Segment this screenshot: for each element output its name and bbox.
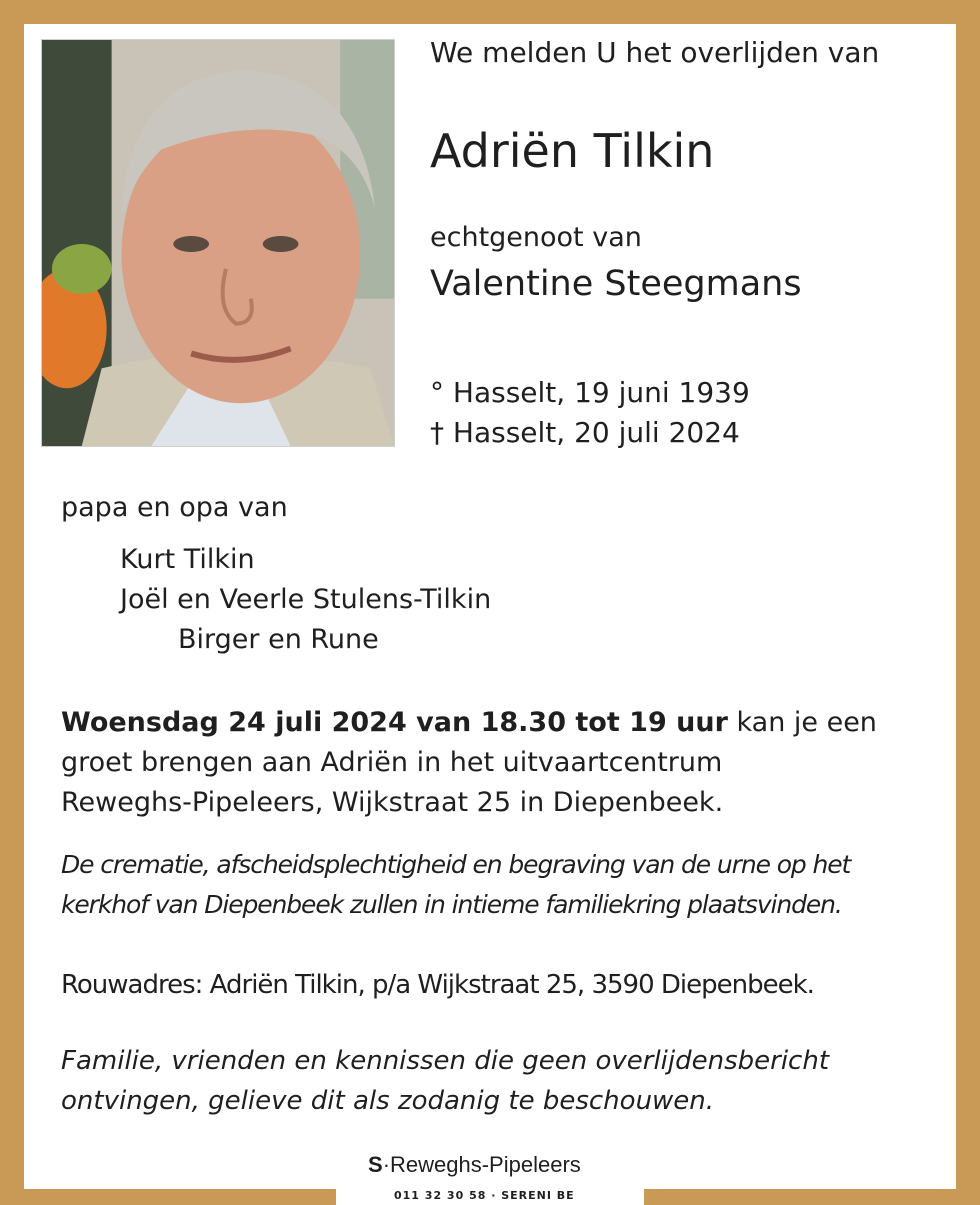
notice-text: ontvingen, gelieve dit als zodanig te beschouwen. [61,1086,715,1116]
death-line: † Hasselt, 20 juli 2024 [430,416,740,449]
brand-name: ·Reweghs-Pipeleers [382,1152,581,1177]
visitation-datetime: Woensdag 24 juli 2024 van 18.30 tot 19 uur [61,707,728,738]
funeral-home-brand [368,1152,581,1178]
birth-line: ° Hasselt, 19 juni 1939 [430,376,750,409]
spouse-label: echtgenoot van [430,222,642,253]
child-item: Kurt Tilkin [120,544,255,575]
deceased-name: Adriën Tilkin [430,124,715,178]
portrait-photo [41,39,395,447]
children-label: papa en opa van [61,492,288,523]
visitation-text: groet brengen aan Adriën in het uitvaartcentrum [61,747,723,778]
cremation-text: De crematie, afscheidsplechtigheid en begraving van de urne op het [61,850,851,879]
mourning-address: Rouwadres: Adriën Tilkin, p/a Wijkstraat 25, 3590 Diepenbeek. [61,970,814,1000]
notice-paragraph [61,1041,941,1121]
intro-text: We melden U het overlijden van [430,36,880,69]
visitation-text: kan je een [727,707,877,738]
grandchildren-item: Birger en Rune [178,624,379,655]
brand-mark: S [368,1152,383,1177]
notice-text: Familie, vrienden en kennissen die geen overlijdensbericht [61,1046,830,1076]
cremation-text: kerkhof van Diepenbeek zullen in intieme familiekring plaatsvinden. [61,890,842,919]
child-item: Joël en Veerle Stulens-Tilkin [120,584,492,615]
spouse-name: Valentine Steegmans [430,264,802,304]
contact-line: 011 32 30 58 · SERENI BE [394,1189,575,1202]
visitation-paragraph [61,703,941,823]
visitation-text: Reweghs-Pipeleers, Wijkstraat 25 in Diepenbeek. [61,787,724,818]
cremation-paragraph [61,845,941,925]
